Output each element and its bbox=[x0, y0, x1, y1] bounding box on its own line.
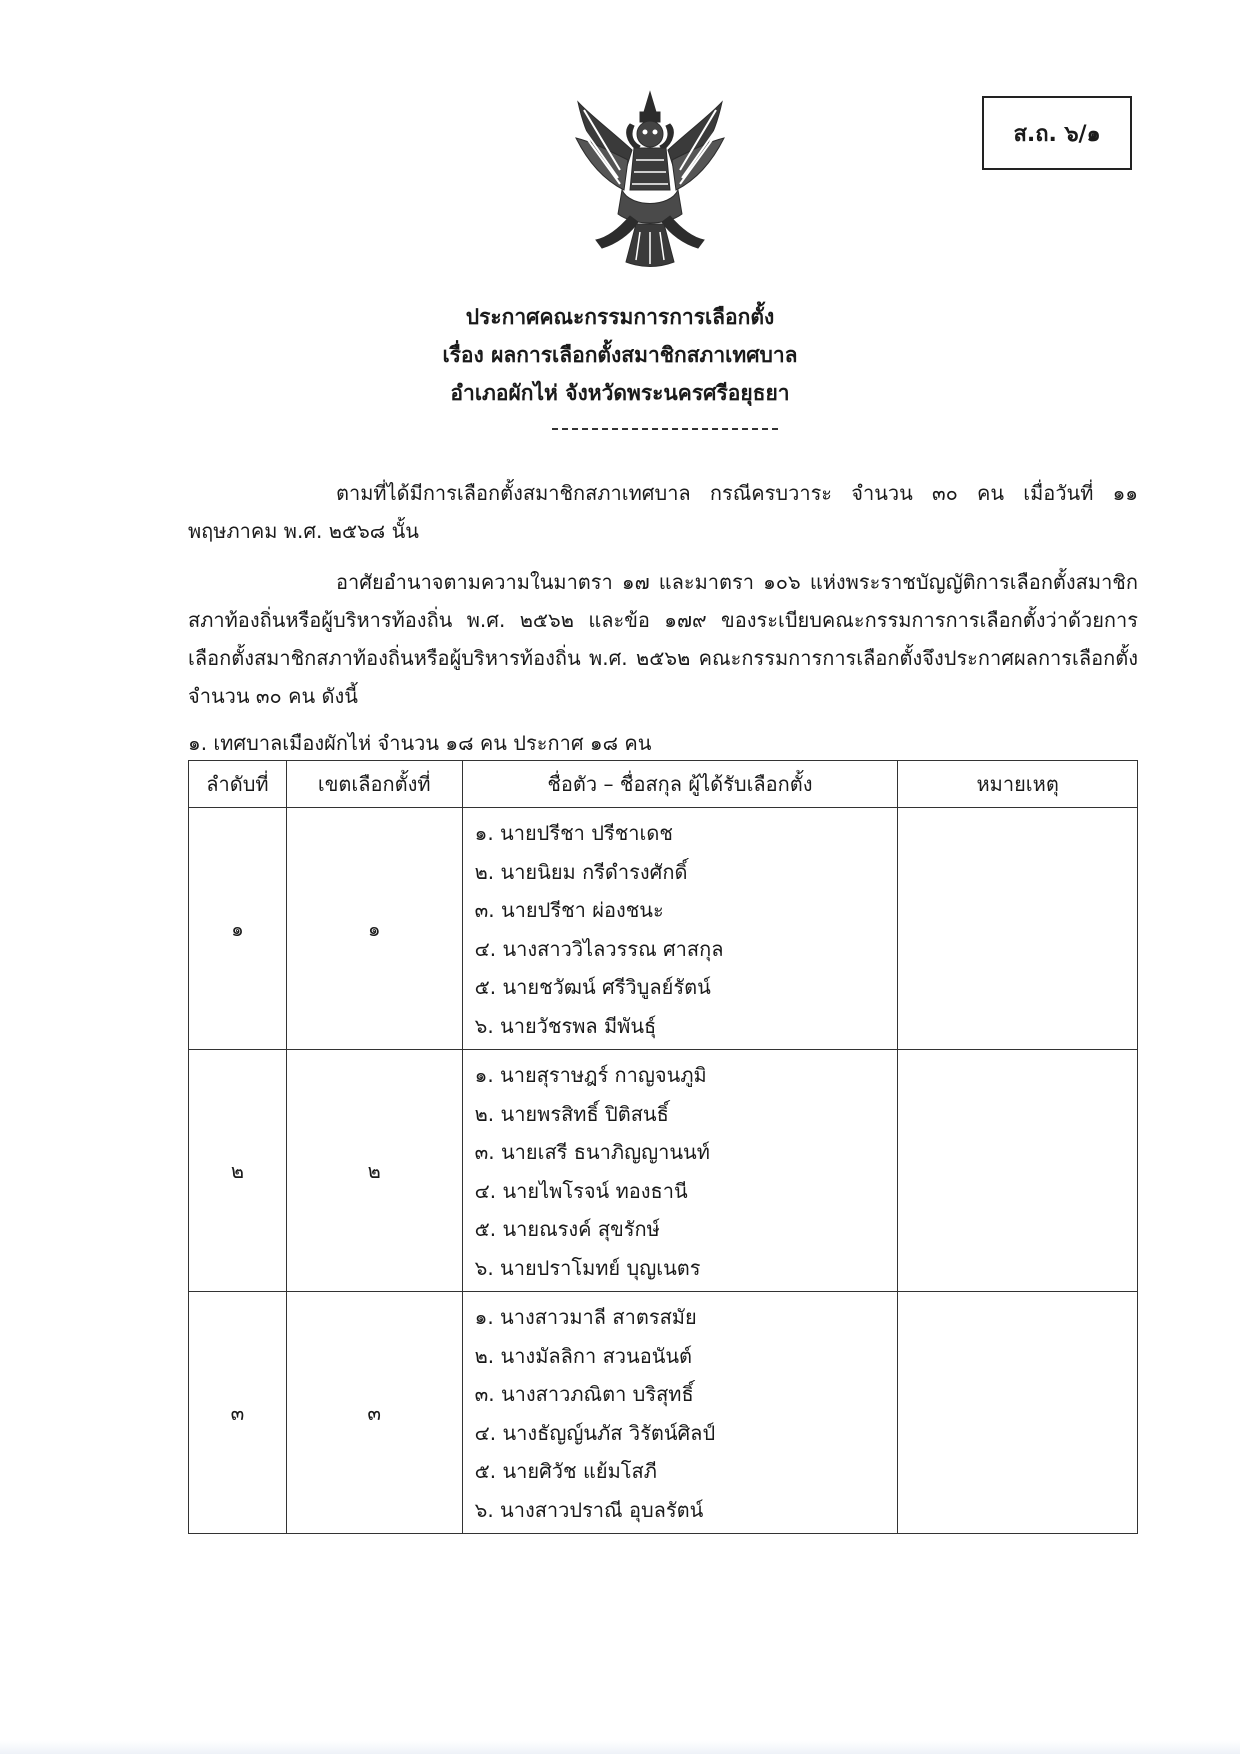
table-row bbox=[189, 1050, 1138, 1292]
member-name: ๑. นายสุราษฎร์ กาญจนภูมิ bbox=[474, 1063, 707, 1087]
cell-members bbox=[462, 808, 898, 1050]
member-name: ๒. นายนิยม กรีดำรงศักดิ์ bbox=[474, 859, 688, 884]
member-name: ๒. นายพรสิทธิ์ ปิติสนธิ์ bbox=[474, 1101, 669, 1126]
section-title: ๑. เทศบาลเมืองผักไห่ จำนวน ๑๘ คน ประกาศ ๑๘ คน bbox=[188, 731, 652, 755]
scan-edge bbox=[0, 1740, 1240, 1754]
cell-note bbox=[898, 1050, 1138, 1292]
member-name: ๑. นางสาวมาลี สาตรสมัย bbox=[474, 1305, 697, 1329]
member-name: ๕. นายณรงค์ สุขรักษ์ bbox=[474, 1217, 660, 1241]
cell-zone: ๓ bbox=[286, 1292, 462, 1534]
garuda-emblem-icon bbox=[570, 90, 730, 270]
member-name: ๔. นางธัญญ์นภัส วิรัตน์ศิลป์ bbox=[474, 1420, 716, 1445]
member-name: ๓. นายปรีชา ผ่องชนะ bbox=[474, 898, 664, 922]
header-note: หมายเหตุ bbox=[898, 761, 1138, 808]
member-name: ๖. นายปราโมทย์ บุญเนตร bbox=[474, 1255, 701, 1280]
cell-zone: ๑ bbox=[286, 808, 462, 1050]
member-name: ๔. นางสาววิไลวรรณ ศาสกุล bbox=[474, 936, 724, 961]
heading-line-2: เรื่อง ผลการเลือกตั้งสมาชิกสภาเทศบาล bbox=[442, 343, 798, 367]
form-code-box: ส.ถ. ๖/๑ bbox=[982, 96, 1132, 170]
table-row bbox=[189, 1292, 1138, 1534]
member-name: ๖. นางสาวปราณี อุบลรัตน์ bbox=[474, 1497, 704, 1522]
cell-note bbox=[898, 1292, 1138, 1534]
table-row bbox=[189, 808, 1138, 1050]
member-name: ๓. นางสาวภณิตา บริสุทธิ์ bbox=[474, 1382, 694, 1406]
paragraph-election-notice bbox=[188, 474, 1138, 550]
heading-divider bbox=[552, 428, 778, 430]
cell-order: ๒ bbox=[189, 1050, 287, 1292]
member-name: ๔. นายไพโรจน์ ทองธานี bbox=[474, 1178, 688, 1203]
paragraph-legal-authority bbox=[188, 563, 1138, 715]
heading-line-1: ประกาศคณะกรรมการการเลือกตั้ง bbox=[465, 305, 775, 329]
paragraph-2-text: อาศัยอำนาจตามความในมาตรา ๑๗ และมาตรา ๑๐๖ แห่งพระราชบัญญัติการเลือกตั้งสมาชิกสภาท้องถิ่นหรือผู้บริหารท้องถิ่น พ.ศ. ๒๕๖๒ และข้อ ๑๗๙ ของระเบียบคณะกรรมการการเลือกตั้งว่าด้วยการเลือกตั้งสมาชิกสภาท้องถิ่นหรือผู้บริหารท้องถิ่น พ.ศ. ๒๕๖๒ คณะกรรมการการเลือกตั้งจึงประกาศผลการเลือกตั้ง จำนวน ๓๐ คน ดังนี้ bbox=[188, 570, 1138, 708]
member-name: ๕. นายชวัฒน์ ศรีวิบูลย์รัตน์ bbox=[474, 975, 711, 999]
header-zone: เขตเลือกตั้งที่ bbox=[286, 761, 462, 808]
member-name: ๓. นายเสรี ธนาภิญญานนท์ bbox=[474, 1140, 710, 1164]
heading-line-3: อำเภอผักไห่ จังหวัดพระนครศรีอยุธยา bbox=[450, 381, 790, 405]
announcement-heading bbox=[0, 298, 1240, 412]
cell-members bbox=[462, 1050, 898, 1292]
cell-order: ๑ bbox=[189, 808, 287, 1050]
election-results-table bbox=[188, 760, 1138, 1534]
header-name: ชื่อตัว – ชื่อสกุล ผู้ได้รับเลือกตั้ง bbox=[462, 761, 898, 808]
cell-order: ๓ bbox=[189, 1292, 287, 1534]
cell-members bbox=[462, 1292, 898, 1534]
member-name: ๖. นายวัชรพล มีพันธุ์ bbox=[474, 1013, 657, 1038]
cell-note bbox=[898, 808, 1138, 1050]
member-name: ๑. นายปรีชา ปรีชาเดช bbox=[474, 821, 673, 845]
member-name: ๒. นางมัลลิกา สวนอนันต์ bbox=[474, 1343, 693, 1368]
cell-zone: ๒ bbox=[286, 1050, 462, 1292]
member-name: ๕. นายศิวัช แย้มโสภี bbox=[474, 1459, 657, 1483]
table-header-row bbox=[189, 761, 1138, 808]
paragraph-1-text: ตามที่ได้มีการเลือกตั้งสมาชิกสภาเทศบาล กรณีครบวาระ จำนวน ๓๐ คน เมื่อวันที่ ๑๑ พฤษภาคม พ.ศ. ๒๕๖๘ นั้น bbox=[188, 481, 1138, 543]
header-order: ลำดับที่ bbox=[189, 761, 287, 808]
